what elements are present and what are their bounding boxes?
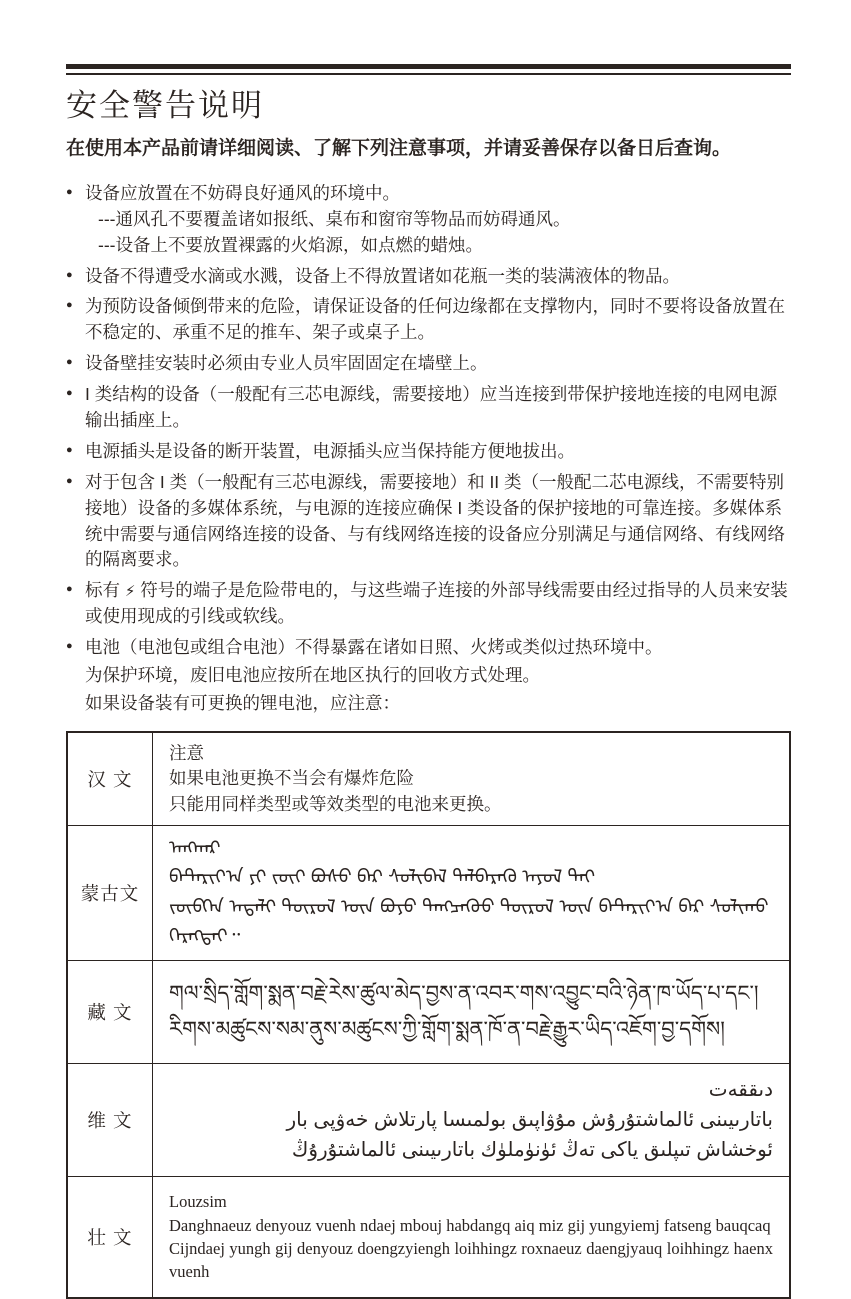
table-row-tibetan (67, 960, 790, 1063)
warning-text: ● 设备壁挂安装时必须由专业人员牢固固定在墙壁上。 (85, 353, 488, 374)
caution-line: ᠠᠩᠬᠠᠷ (169, 837, 221, 859)
battery-warning-item (66, 635, 791, 717)
caution-line: གལ་སྲིད་གློག་སྨན་བརྗེ་རེས་ཚུལ་མེད་བྱས་ན་འབར་གས་འབྱུང་བའི་ཉེན་ཁ་ཡོད་པ་དང་། (169, 981, 759, 1005)
warning-item (66, 294, 791, 346)
lang-label-chinese: 汉 文 (67, 732, 153, 826)
lang-label-uyghur: 维 文 (67, 1063, 153, 1176)
page-title: 安全警告说明 (66, 88, 264, 123)
warning-text: ● 对于包含 I 类（一般配有三芯电源线，需要接地）和 II 类（一般配二芯电源线，不需要特别接地）设备的多媒体系统，与电源的连接应确保 I 类设备的保护接地的可靠连接。多媒体系统中需要与通信网络连接的设备、与有线网络连接的设备应分别满足与通信网络、有线网络的隔离要求。 (85, 471, 785, 570)
table-row-chinese (67, 732, 790, 826)
lang-label-tibetan: 藏 文 (67, 960, 153, 1063)
battery-note-line: 如果设备装有可更换的锂电池，应注意： (85, 692, 400, 713)
caution-line: دىققەت (708, 1078, 773, 1101)
table-row-zhuang (67, 1176, 790, 1298)
caution-line: ᠵᠥᠪᠬᠡᠨ ᠠᠳᠠᠯᠢ ᠲᠥᠷᠥᠯ ᠦᠨ ᠪᠤᠶᠤ ᠲᠡᠩᠴᠡᠭᠦᠦ ᠲᠥᠷᠥᠯ ᠦᠨ ᠪᠠᠲ᠋ᠠᠷᠢᠶ᠎ᠠ ᠪᠠᠷ ᠰᠣᠯᠢᠬᠤ ᠬᠡᠷᠡᠭᠲᠡᠢ᠃ (169, 896, 769, 948)
caution-line: 如果电池更换不当会有爆炸危险 (169, 768, 414, 789)
caution-line: Louzsim (169, 1192, 227, 1212)
caution-line: Cijndaej yungh gij denyouz doengzyiengh loihhingz roxnaeuz daengjyauq loihhingz haenx vuenh (169, 1238, 773, 1281)
table-row-mongolian (67, 825, 790, 960)
warning-item (66, 578, 791, 630)
lang-label-zhuang: 壮 文 (67, 1176, 153, 1298)
warning-text: ● 设备应放置在不妨碍良好通风的环境中。 (85, 182, 400, 203)
battery-caution-language-table (66, 731, 791, 1299)
warning-sub-line: ---设备上不要放置裸露的火焰源，如点燃的蜡烛。 (98, 234, 483, 255)
warning-item (66, 351, 791, 377)
warning-text: ● 为预防设备倾倒带来的危险，请保证设备的任何边缘都在支撑物内，同时不要将设备放置在不稳定的、承重不足的推车、架子或桌子上。 (85, 296, 785, 343)
warning-text-prefix: 标有 (85, 580, 125, 601)
caution-line: ᠪᠠᠲ᠋ᠠᠷᠢᠶ᠎ᠠ ᠶᠢ ᠵᠦᠢ ᠪᠤᠰᠤ ᠪᠠᠷ ᠰᠣᠯᠢᠪᠠᠯ ᠳᠡᠯᠪᠡᠷᠡᠬᠦ ᠠᠶᠤᠯ ᠲᠠᠢ (169, 867, 596, 889)
warning-item (66, 470, 791, 574)
warning-item (66, 181, 791, 259)
battery-note-line: 为保护环境，废旧电池应按所在地区执行的回收方式处理。 (85, 664, 540, 685)
intro-text: 在使用本产品前请详细阅读、了解下列注意事项，并请妥善保存以备日后查询。 (66, 138, 732, 160)
lang-content-chinese (153, 732, 791, 826)
battery-warning-text: ● 电池（电池包或组合电池）不得暴露在诸如日照、火烤或类似过热环境中。 (85, 637, 663, 658)
lightning-bolt-icon: ⚡ (124, 583, 136, 601)
lang-content-mongolian (153, 825, 791, 960)
table-row-uyghur (67, 1063, 790, 1176)
lang-content-uyghur (153, 1063, 791, 1176)
lang-content-zhuang (153, 1176, 791, 1298)
warning-item (66, 439, 791, 465)
top-rule-thin (66, 73, 791, 75)
caution-line: باتارىيىنى ئالماشتۇرۇش مۇۋاپىق بولمىسا پارتلاش خەۋپى بار (286, 1108, 773, 1131)
warning-text: ● 设备不得遭受水滴或水溅，设备上不得放置诸如花瓶一类的装满液体的物品。 (85, 265, 680, 286)
caution-line: Danghnaeuz denyouz vuenh ndaej mbouj habdangq aiq miz gij yungyiemj fatseng bauqcaq (169, 1215, 771, 1235)
caution-line: 只能用同样类型或等效类型的电池来更换。 (169, 793, 502, 814)
lang-label-mongolian: 蒙古文 (67, 825, 153, 960)
lang-content-tibetan (153, 960, 791, 1063)
warning-text-suffix: 符号的端子是危险带电的，与这些端子连接的外部导线需要由经过指导的人员来安装或使用现成的引线或软线。 (85, 580, 788, 627)
warning-text (85, 578, 791, 630)
warning-text: ● 电源插头是设备的断开装置，电源插头应当保持能方便地拔出。 (85, 440, 575, 461)
warning-sub-line: ---通风孔不要覆盖诸如报纸、桌布和窗帘等物品而妨碍通风。 (98, 208, 571, 229)
caution-line: 注意 (169, 742, 204, 763)
warning-item (66, 382, 791, 434)
warning-list (66, 181, 791, 717)
top-rule-thick (66, 64, 791, 69)
caution-line: ئوخشاش تىپلىق ياكى تەڭ ئۈنۈملۈك باتارىيىنى ئالماشتۇرۇڭ (291, 1138, 773, 1161)
warning-item (66, 264, 791, 290)
caution-line: རིགས་མཚུངས་སམ་ནུས་མཚུངས་ཀྱི་གློག་སྨན་ཁོ་ན་བརྗེ་རྒྱུར་ཡིད་འཇོག་བྱ་དགོས། (169, 1017, 725, 1041)
warning-text: ● I 类结构的设备（一般配有三芯电源线，需要接地）应当连接到带保护接地连接的电网电源输出插座上。 (85, 384, 778, 430)
